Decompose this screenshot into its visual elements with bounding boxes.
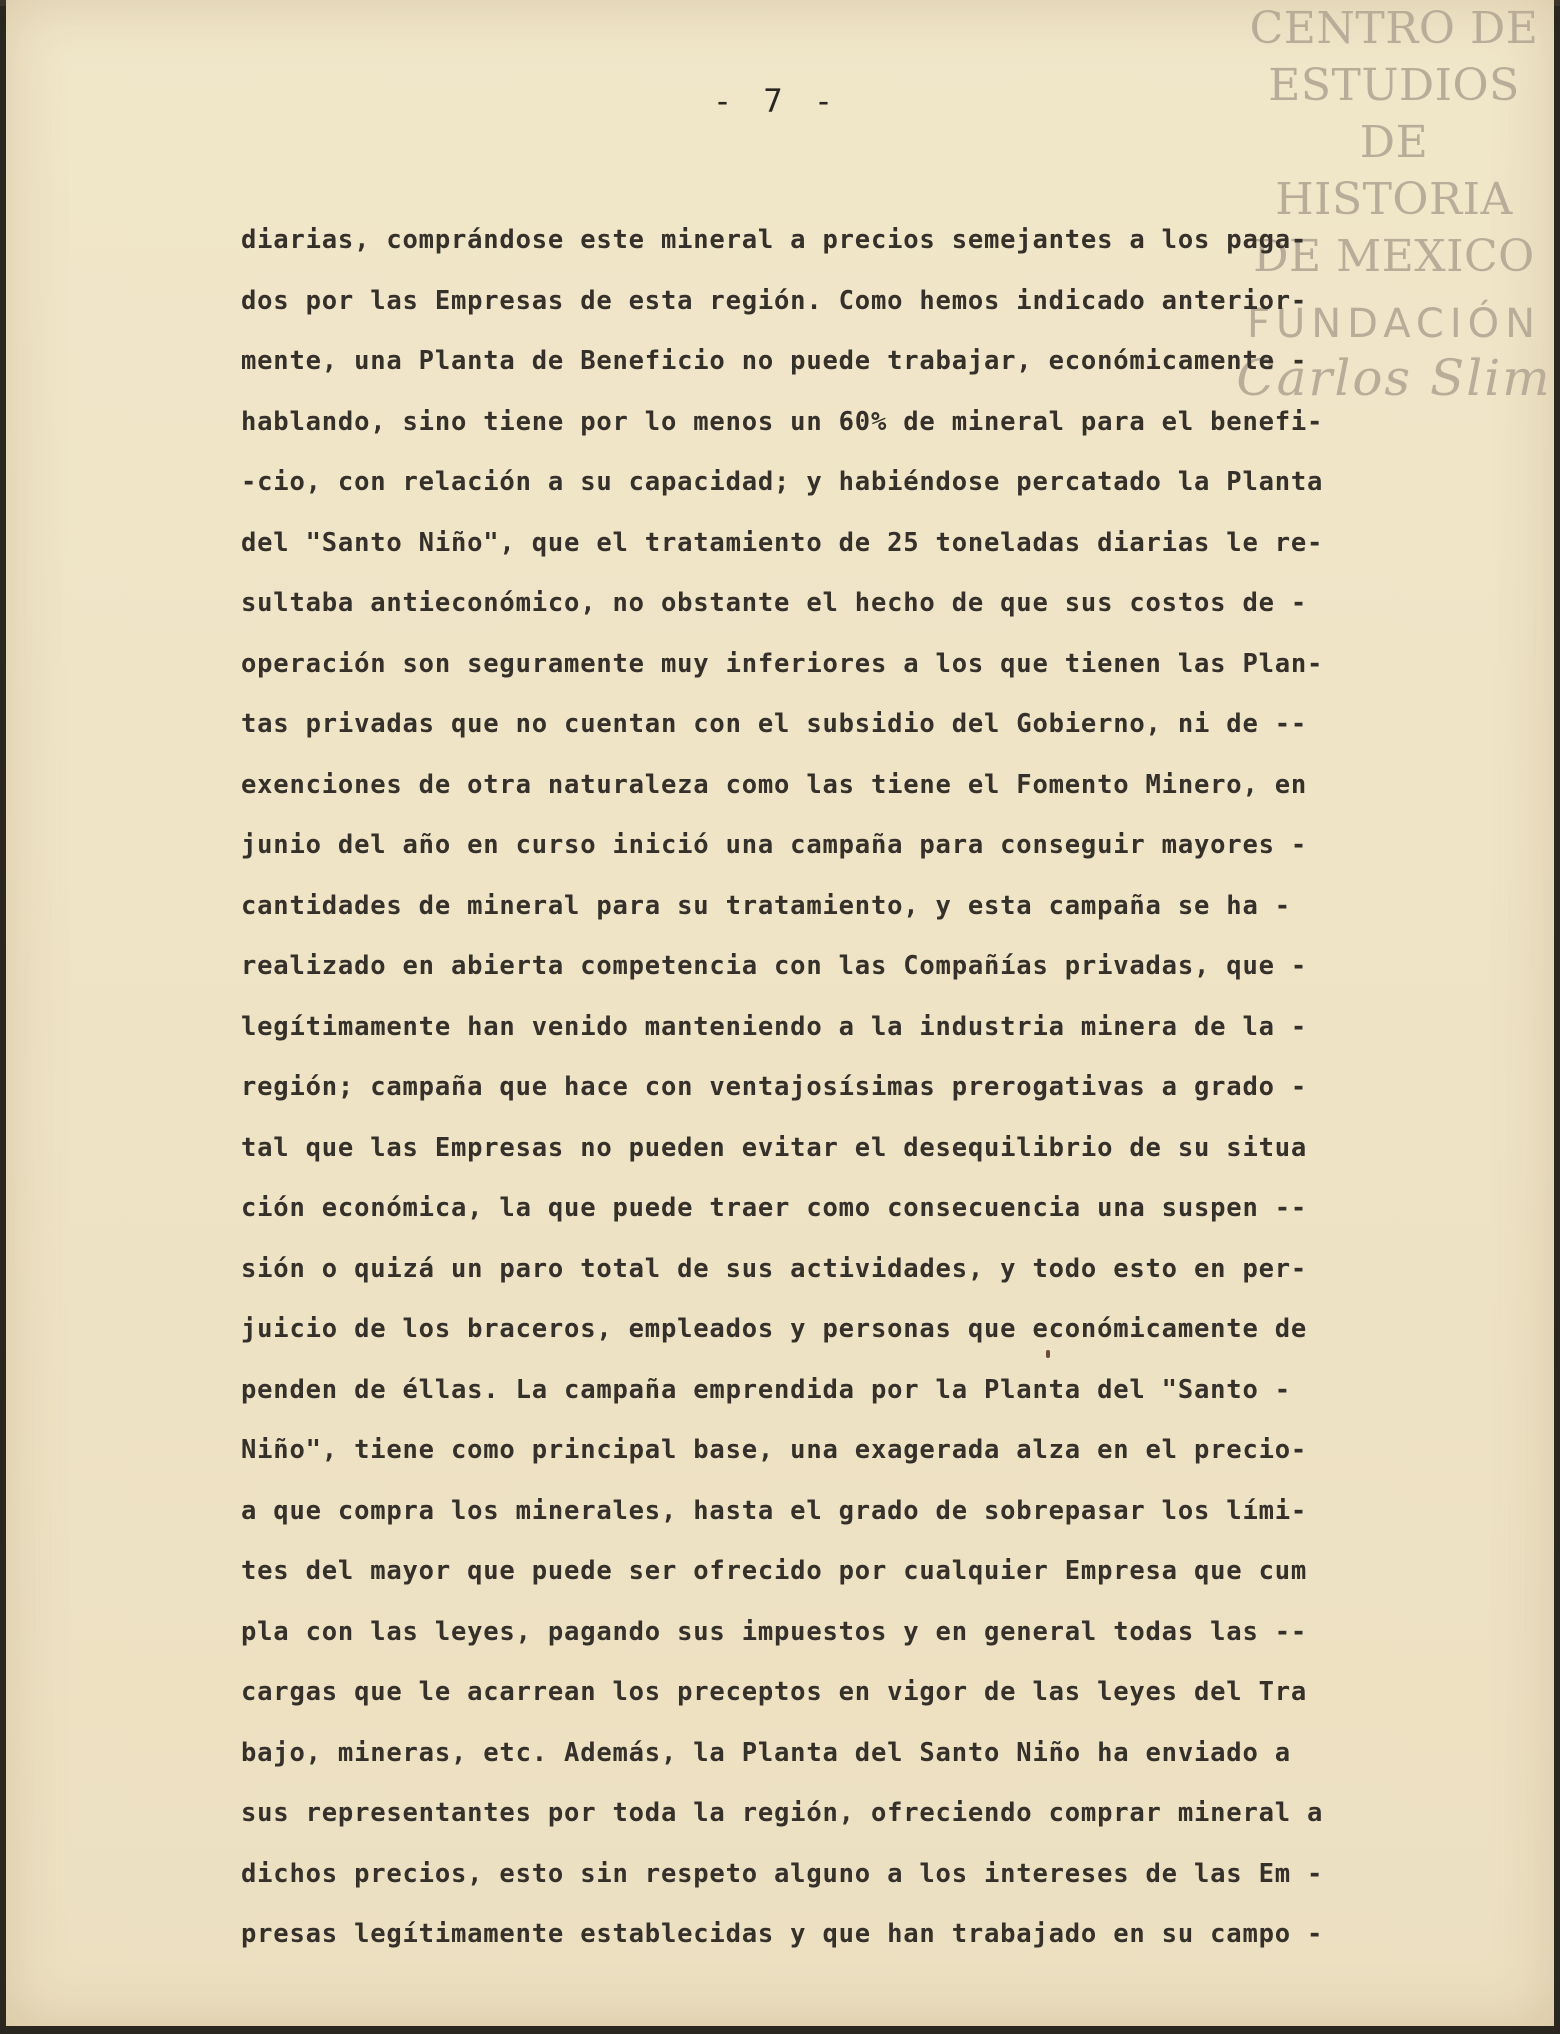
text-line: sus representantes por toda la región, ofreciendo comprar mineral a bbox=[241, 1798, 1324, 1828]
text-line: a que compra los minerales, hasta el grado de sobrepasar los lími- bbox=[241, 1495, 1308, 1526]
text-line: dichos precios, esto sin respeto alguno a los intereses de las Em - bbox=[241, 1858, 1324, 1889]
watermark-line-1: CENTRO DE bbox=[1249, 3, 1539, 54]
text-line: tal que las Empresas no pueden evitar el desequilibrio de su situa bbox=[241, 1132, 1308, 1163]
paper-mark bbox=[1046, 1350, 1050, 1358]
text-line: sión o quizá un paro total de sus actividades, y todo esto en per- bbox=[241, 1253, 1308, 1284]
text-line: sultaba antieconómico, no obstante el hecho de que sus costos de - bbox=[241, 588, 1308, 618]
text-line: pla con las leyes, pagando sus impuestos y en general todas las -- bbox=[241, 1616, 1308, 1647]
text-line: Niño", tiene como principal base, una exagerada alza en el precio- bbox=[241, 1435, 1308, 1465]
text-line: región; campaña que hace con ventajosísimas prerogativas a grado - bbox=[241, 1072, 1308, 1102]
text-line: mente, una Planta de Beneficio no puede trabajar, económicamente - bbox=[241, 346, 1308, 376]
text-line: del "Santo Niño", que el tratamiento de 25 toneladas diarias le re- bbox=[241, 527, 1324, 558]
text-line: operación son seguramente muy inferiores a los que tienen las Plan- bbox=[241, 648, 1324, 679]
page-number: - 7 - bbox=[712, 82, 840, 120]
text-line: presas legítimamente establecidas y que han trabajado en su campo - bbox=[241, 1919, 1324, 1949]
text-line: ción económica, la que puede traer como consecuencia una suspen -- bbox=[241, 1193, 1308, 1223]
watermark-line-3: DE HISTORIA bbox=[1275, 117, 1513, 225]
text-line: tes del mayor que puede ser ofrecido por cualquier Empresa que cum bbox=[241, 1556, 1308, 1586]
watermark-line-4: DE MEXICO bbox=[1253, 231, 1535, 282]
text-line: penden de éllas. La campaña emprendida por la Planta del "Santo - bbox=[241, 1374, 1291, 1405]
watermark-signature: Carlos Slim bbox=[1236, 349, 1552, 407]
text-line: bajo, mineras, etc. Además, la Planta del Santo Niño ha enviado a bbox=[241, 1737, 1291, 1768]
text-line: hablando, sino tiene por lo menos un 60% de mineral para el benefi- bbox=[241, 406, 1324, 437]
text-line: juicio de los braceros, empleados y personas que económicamente de bbox=[241, 1314, 1308, 1344]
text-line: junio del año en curso inició una campaña para conseguir mayores - bbox=[241, 830, 1308, 860]
text-line: -cio, con relación a su capacidad; y habiéndose percatado la Planta bbox=[241, 467, 1324, 497]
watermark-foundation: FUNDACIÓN bbox=[1246, 301, 1542, 347]
document-page bbox=[6, 0, 1554, 2026]
text-line: cantidades de mineral para su tratamiento, y esta campaña se ha - bbox=[241, 890, 1291, 921]
text-line: tas privadas que no cuentan con el subsidio del Gobierno, ni de -- bbox=[241, 709, 1308, 739]
text-line: legítimamente han venido manteniendo a la industria minera de la - bbox=[241, 1011, 1308, 1042]
text-line: exenciones de otra naturaleza como las tiene el Fomento Minero, en bbox=[241, 769, 1308, 800]
text-line: cargas que le acarrean los preceptos en vigor de las leyes del Tra bbox=[241, 1677, 1308, 1707]
typed-body-text bbox=[241, 210, 1461, 1965]
text-line: dos por las Empresas de esta región. Como hemos indicado anterior- bbox=[241, 285, 1308, 316]
watermark-line-2: ESTUDIOS bbox=[1268, 60, 1520, 111]
text-line: diarias, comprándose este mineral a precios semejantes a los paga- bbox=[241, 225, 1308, 255]
text-line: realizado en abierta competencia con las Compañías privadas, que - bbox=[241, 951, 1308, 981]
